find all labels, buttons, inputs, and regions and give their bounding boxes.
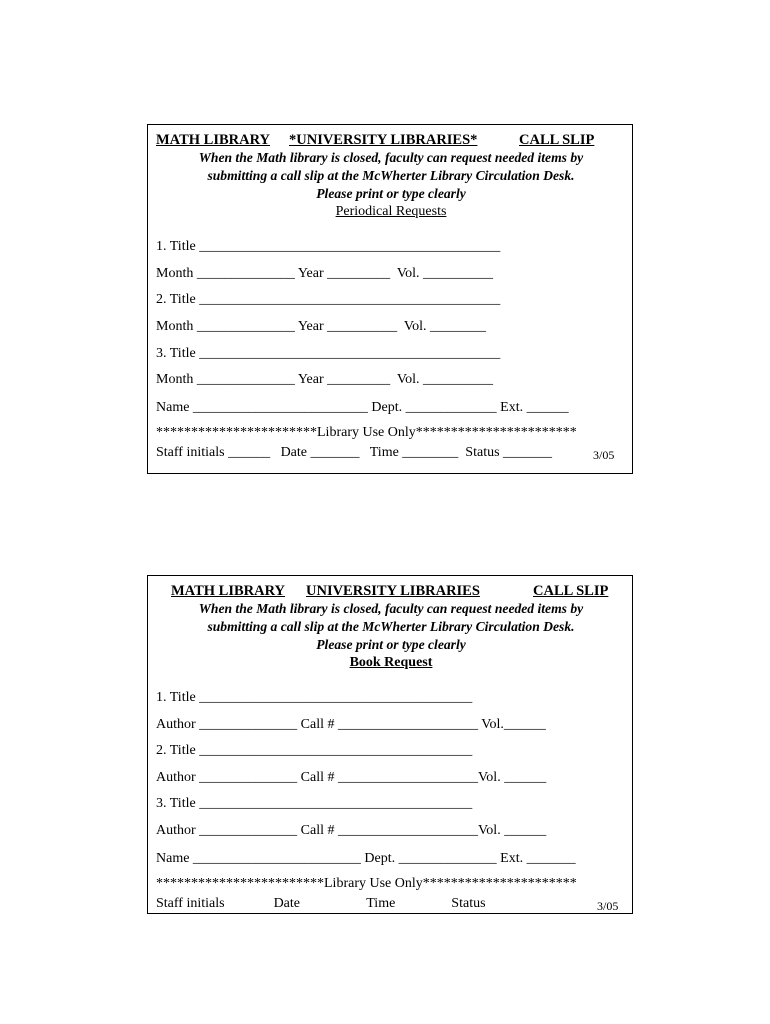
author-call-vol-1-field[interactable]: Author ______________ Call # ____________________ Vol.______	[156, 717, 546, 732]
form-version: 3/05	[593, 448, 615, 462]
title-2-field[interactable]: 2. Title _______________________________________	[156, 743, 473, 758]
author-call-vol-3-field[interactable]: Author ______________ Call # ____________________Vol. ______	[156, 823, 547, 838]
slip-subtitle: Book Request	[349, 655, 433, 670]
author-call-vol-2-field[interactable]: Author ______________ Call # ____________________Vol. ______	[156, 770, 547, 785]
name-dept-ext-field[interactable]: Name _________________________ Dept. _____________ Ext. ______	[156, 400, 569, 415]
month-year-vol-1-field[interactable]: Month ______________ Year _________ Vol. __________	[156, 266, 494, 281]
instruction-line-2: submitting a call slip at the McWherter Library Circulation Desk.	[207, 168, 575, 183]
library-use-only-divider: ************************Library Use Only**********************	[156, 876, 577, 891]
month-year-vol-2-field[interactable]: Month ______________ Year __________ Vol. ________	[156, 319, 487, 334]
header-math-library: MATH LIBRARY	[171, 583, 286, 599]
header-university-libraries: UNIVERSITY LIBRARIES	[306, 583, 480, 599]
header-university-libraries: *UNIVERSITY LIBRARIES*	[289, 132, 478, 148]
staff-use-fields[interactable]: Staff initials Date Time Status	[156, 896, 486, 911]
library-use-only-divider: ***********************Library Use Only***********************	[156, 425, 577, 440]
title-1-field[interactable]: 1. Title _______________________________________	[156, 690, 473, 705]
title-3-field[interactable]: 3. Title ___________________________________________	[156, 346, 501, 361]
periodical-call-slip	[147, 124, 633, 474]
instruction-line-2: submitting a call slip at the McWherter Library Circulation Desk.	[207, 619, 575, 634]
form-version: 3/05	[597, 899, 619, 913]
instruction-line-1: When the Math library is closed, faculty can request needed items by	[198, 601, 584, 616]
title-3-field[interactable]: 3. Title _______________________________________	[156, 796, 473, 811]
title-1-field[interactable]: 1. Title ___________________________________________	[156, 239, 501, 254]
header-call-slip: CALL SLIP	[519, 132, 595, 148]
instruction-line-1: When the Math library is closed, faculty can request needed items by	[198, 150, 584, 165]
name-dept-ext-field[interactable]: Name ________________________ Dept. ______________ Ext. _______	[156, 851, 576, 866]
book-call-slip	[147, 575, 633, 914]
header-call-slip: CALL SLIP	[533, 583, 609, 599]
title-2-field[interactable]: 2. Title ___________________________________________	[156, 292, 501, 307]
instruction-line-3: Please print or type clearly	[316, 186, 466, 201]
instruction-line-3: Please print or type clearly	[316, 637, 466, 652]
header-math-library: MATH LIBRARY	[156, 132, 271, 148]
slip-subtitle: Periodical Requests	[335, 204, 447, 219]
month-year-vol-3-field[interactable]: Month ______________ Year _________ Vol. __________	[156, 372, 494, 387]
staff-use-fields[interactable]: Staff initials ______ Date _______ Time ________ Status _______	[156, 445, 553, 460]
